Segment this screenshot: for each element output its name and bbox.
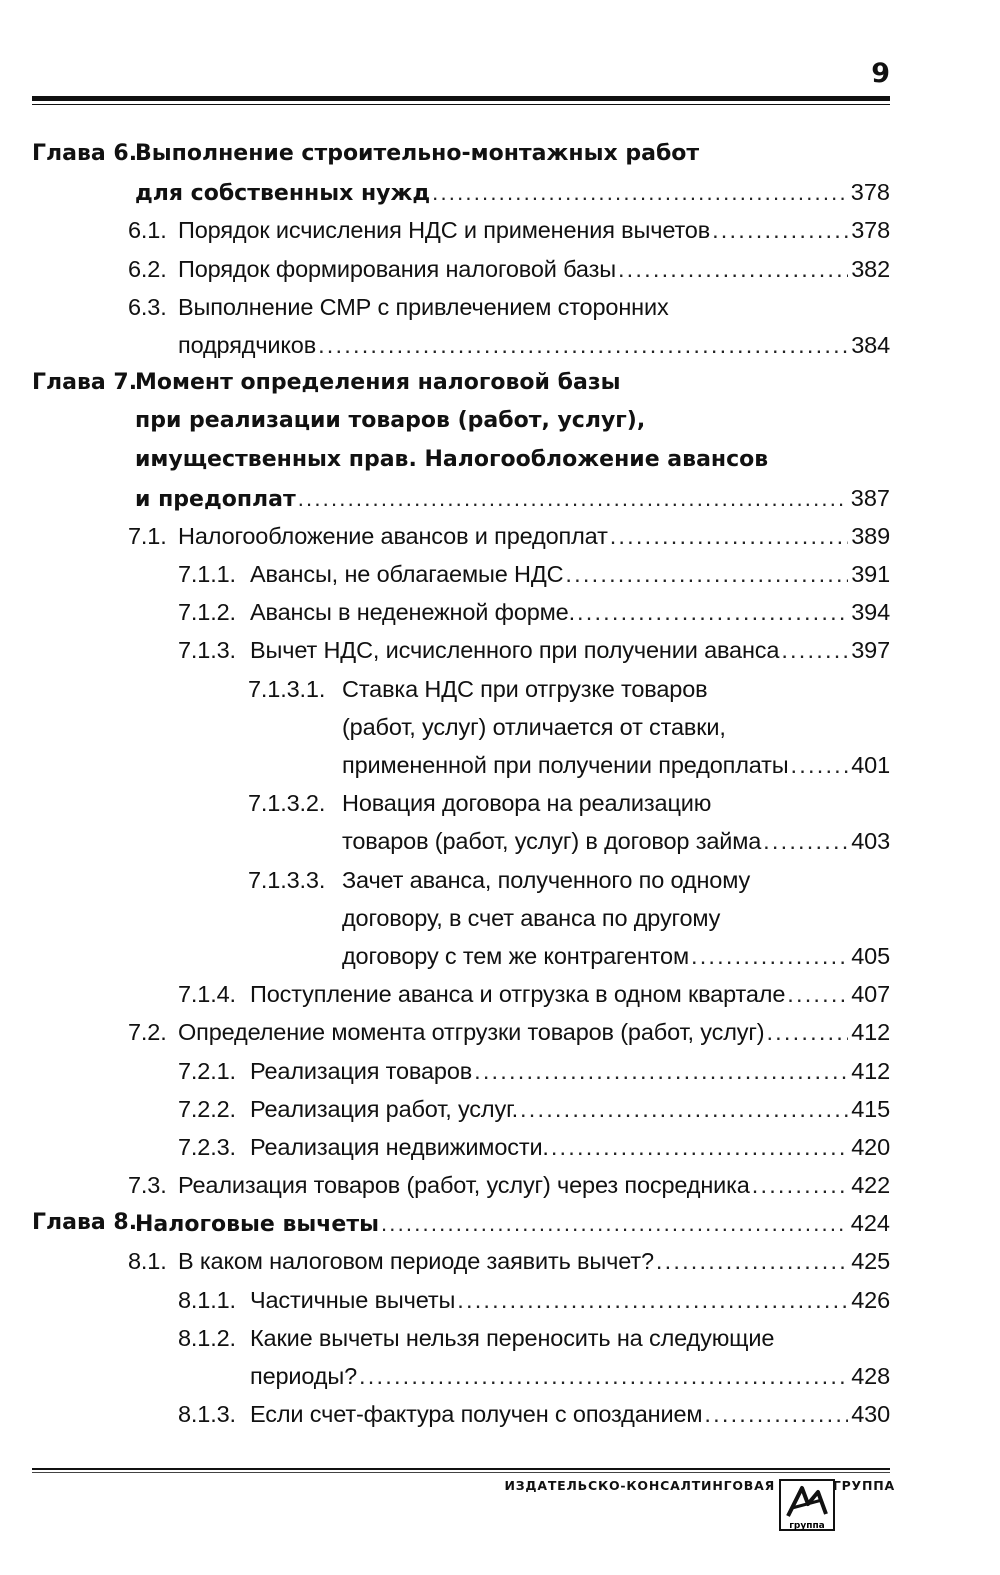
- toc-entry: [0, 1204, 1000, 1242]
- toc-entry: [0, 708, 1000, 746]
- toc-entry-number: 6.3.: [128, 293, 167, 320]
- dot-leader: [750, 1166, 848, 1204]
- toc-entry: [0, 555, 1000, 593]
- toc-entry: [0, 135, 1000, 173]
- toc-entry-title: Порядок исчисления НДС и применения вычетов: [178, 217, 711, 244]
- toc-entry-number: 7.3.: [128, 1172, 167, 1199]
- toc-entry-title: Новация договора на реализацию: [342, 790, 712, 817]
- toc-entry-page: 415: [851, 1095, 890, 1122]
- toc-entry-page: 384: [851, 331, 890, 358]
- toc-entry-page: 387: [850, 484, 890, 511]
- toc-entry: [0, 441, 1000, 479]
- toc-entry-number: 6.2.: [128, 255, 167, 282]
- publisher-name-right: ГРУППА: [832, 1478, 895, 1493]
- toc-entry-page: 394: [851, 599, 890, 626]
- toc-entry-page: 382: [851, 255, 890, 282]
- toc-entry-title: Реализация товаров (работ, услуг) через посредника: [178, 1172, 750, 1199]
- toc-entry-title: Поступление аванса и отгрузка в одном квартале: [250, 981, 786, 1008]
- dot-leader: [296, 480, 848, 518]
- toc-entry-title: при реализации товаров (работ, услуг),: [135, 408, 646, 434]
- toc-entry-number: 7.1.: [128, 522, 167, 549]
- toc-entry: [0, 1166, 1000, 1204]
- dot-leader: [563, 555, 848, 593]
- page-number: 9: [871, 58, 890, 89]
- toc-entry-page: 403: [851, 828, 890, 855]
- toc-entry: [0, 975, 1000, 1013]
- logo-caption: группа: [789, 1521, 825, 1531]
- toc-entry: [0, 1052, 1000, 1090]
- toc-entry-title: Порядок формирования налоговой базы: [178, 255, 616, 282]
- toc-entry-title: для собственных нужд: [135, 181, 431, 207]
- toc-entry-title: Налогообложение авансов и предоплат: [178, 522, 608, 549]
- toc-entry-title: Реализация недвижимости.: [250, 1133, 549, 1160]
- toc-entry: [0, 1242, 1000, 1280]
- toc-entry: [0, 1128, 1000, 1166]
- toc-entry-page: 412: [851, 1019, 890, 1046]
- dot-leader: [702, 1395, 848, 1433]
- toc-entry: [0, 822, 1000, 860]
- toc-entry-number: 8.1.2.: [178, 1324, 236, 1351]
- header-rule: [32, 96, 890, 101]
- dot-leader: [779, 631, 848, 669]
- toc-entry-title: Выполнение строительно-монтажных работ: [135, 141, 700, 166]
- toc-entry-title: Ставка НДС при отгрузке товаров: [342, 675, 708, 702]
- header-rule-thin: [32, 104, 890, 105]
- dot-leader: [316, 326, 848, 364]
- toc-entry: [0, 670, 1000, 708]
- toc-entry-page: 378: [851, 217, 890, 244]
- toc-entry: [0, 326, 1000, 364]
- toc-entry-number: 7.2.2.: [178, 1095, 236, 1122]
- toc-entry-title: имущественных прав. Налогообложение авансов: [135, 446, 769, 472]
- toc-entry: [0, 211, 1000, 249]
- dot-leader: [710, 211, 848, 249]
- toc-entry: [0, 1395, 1000, 1433]
- toc-entry-title: договору с тем же контрагентом: [342, 942, 689, 969]
- toc-entry-title: Какие вычеты нельзя переносить на следующие: [250, 1324, 775, 1351]
- dot-leader: [785, 975, 848, 1013]
- toc-entry-number: Глава 8.: [32, 1210, 138, 1236]
- toc-entry-number: 7.1.3.2.: [248, 790, 326, 817]
- toc-entry-number: Глава 6.: [32, 141, 138, 166]
- toc-entry: [0, 402, 1000, 440]
- toc-entry-page: 422: [851, 1172, 890, 1199]
- dot-leader: [518, 1090, 848, 1128]
- toc-entry-title: Если счет-фактура получен с опозданием: [250, 1401, 703, 1428]
- dot-leader: [549, 1128, 848, 1166]
- toc-entry-title: Реализация товаров: [250, 1057, 473, 1084]
- toc-entry: [0, 1013, 1000, 1051]
- footer-rule: [32, 1468, 890, 1470]
- publisher-logo-icon: [778, 1474, 836, 1534]
- footer-rule-thin: [32, 1472, 890, 1473]
- toc-entry-number: 8.1.1.: [178, 1286, 236, 1313]
- toc-entry-title: Частичные вычеты: [250, 1286, 456, 1313]
- dot-leader: [789, 746, 848, 784]
- toc-entry-page: 428: [851, 1363, 890, 1389]
- dot-leader: [608, 517, 848, 555]
- toc-entry: [0, 861, 1000, 899]
- toc-entry-number: 7.1.3.: [178, 637, 236, 664]
- toc-entry-title: Определение момента отгрузки товаров (работ, услуг): [178, 1019, 765, 1046]
- toc-entry-page: 391: [851, 561, 890, 588]
- toc-entry-page: 425: [851, 1248, 890, 1275]
- dot-leader: [472, 1052, 848, 1090]
- toc-entry-title: Авансы, не облагаемые НДС: [250, 561, 564, 588]
- toc-entry: [0, 517, 1000, 555]
- dot-leader: [689, 937, 848, 975]
- toc-entry-title: Момент определения налоговой базы: [135, 370, 621, 396]
- toc-entry-title: примененной при получении предоплаты: [342, 752, 789, 778]
- dot-leader: [575, 593, 848, 631]
- dot-leader: [430, 174, 848, 212]
- toc-entry-title: Вычет НДС, исчисленного при получении аванса: [250, 637, 780, 664]
- toc-entry-number: 7.2.1.: [178, 1057, 236, 1084]
- toc-entry-title: Авансы в неденежной форме.: [250, 599, 575, 626]
- toc-entry-number: 6.1.: [128, 217, 167, 244]
- toc-entry-number: 7.1.1.: [178, 561, 236, 588]
- table-of-contents: [0, 135, 1000, 1433]
- toc-entry-number: 8.1.3.: [178, 1401, 236, 1428]
- toc-entry-page: 407: [851, 981, 890, 1008]
- toc-entry: [0, 288, 1000, 326]
- toc-entry: [0, 746, 1000, 784]
- toc-entry-title: В каком налоговом периоде заявить вычет?: [178, 1248, 654, 1275]
- toc-entry-number: 7.2.3.: [178, 1133, 236, 1160]
- toc-entry-page: 397: [851, 637, 890, 664]
- toc-entry-number: 7.1.4.: [178, 981, 236, 1008]
- toc-entry: [0, 937, 1000, 975]
- toc-entry-page: 378: [850, 179, 890, 206]
- toc-entry-page: 424: [850, 1210, 890, 1237]
- toc-entry-title: договору, в счет аванса по другому: [342, 904, 721, 931]
- toc-entry-title: и предоплат: [135, 486, 296, 512]
- dot-leader: [379, 1205, 848, 1243]
- toc-entry-page: 426: [851, 1286, 890, 1313]
- dot-leader: [761, 822, 848, 860]
- toc-entry-number: 7.1.3.3.: [248, 866, 326, 893]
- publisher-name-left: ИЗДАТЕЛЬСКО-КОНСАЛТИНГОВАЯ: [504, 1478, 775, 1493]
- toc-entry-page: 401: [851, 752, 890, 778]
- toc-entry: [0, 1319, 1000, 1357]
- toc-entry: [0, 631, 1000, 669]
- toc-entry-title: Налоговые вычеты: [135, 1212, 379, 1238]
- dot-leader: [357, 1357, 848, 1395]
- toc-entry-number: Глава 7.: [32, 370, 138, 396]
- dot-leader: [764, 1013, 848, 1051]
- toc-entry: [0, 1281, 1000, 1319]
- toc-entry: [0, 784, 1000, 822]
- toc-entry-number: 7.1.2.: [178, 599, 236, 626]
- toc-entry-number: 7.1.3.1.: [248, 675, 326, 702]
- toc-entry-title: (работ, услуг) отличается от ставки,: [342, 713, 726, 740]
- toc-entry-page: 405: [851, 942, 890, 969]
- dot-leader: [654, 1242, 848, 1280]
- toc-entry: [0, 1090, 1000, 1128]
- toc-entry-title: товаров (работ, услуг) в договор займа: [342, 828, 762, 855]
- toc-entry-title: Выполнение СМР с привлечением сторонних: [178, 293, 669, 320]
- toc-entry-number: 8.1.: [128, 1248, 167, 1275]
- dot-leader: [616, 250, 848, 288]
- toc-entry-page: 412: [851, 1057, 890, 1084]
- toc-entry-page: 389: [851, 522, 890, 549]
- toc-entry-page: 430: [851, 1401, 890, 1428]
- toc-entry: [0, 899, 1000, 937]
- toc-entry-page: 420: [851, 1133, 890, 1160]
- toc-entry-title: Реализация работ, услуг.: [250, 1095, 519, 1122]
- toc-entry: [0, 364, 1000, 402]
- toc-entry-title: Зачет аванса, полученного по одному: [342, 866, 751, 893]
- toc-entry: [0, 250, 1000, 288]
- toc-entry-title: периоды?: [250, 1363, 358, 1389]
- toc-entry: [0, 1357, 1000, 1395]
- toc-entry-number: 7.2.: [128, 1019, 167, 1046]
- toc-entry: [0, 479, 1000, 517]
- toc-entry-title: подрядчиков: [178, 331, 317, 358]
- toc-entry: [0, 173, 1000, 211]
- toc-entry: [0, 593, 1000, 631]
- dot-leader: [455, 1281, 848, 1319]
